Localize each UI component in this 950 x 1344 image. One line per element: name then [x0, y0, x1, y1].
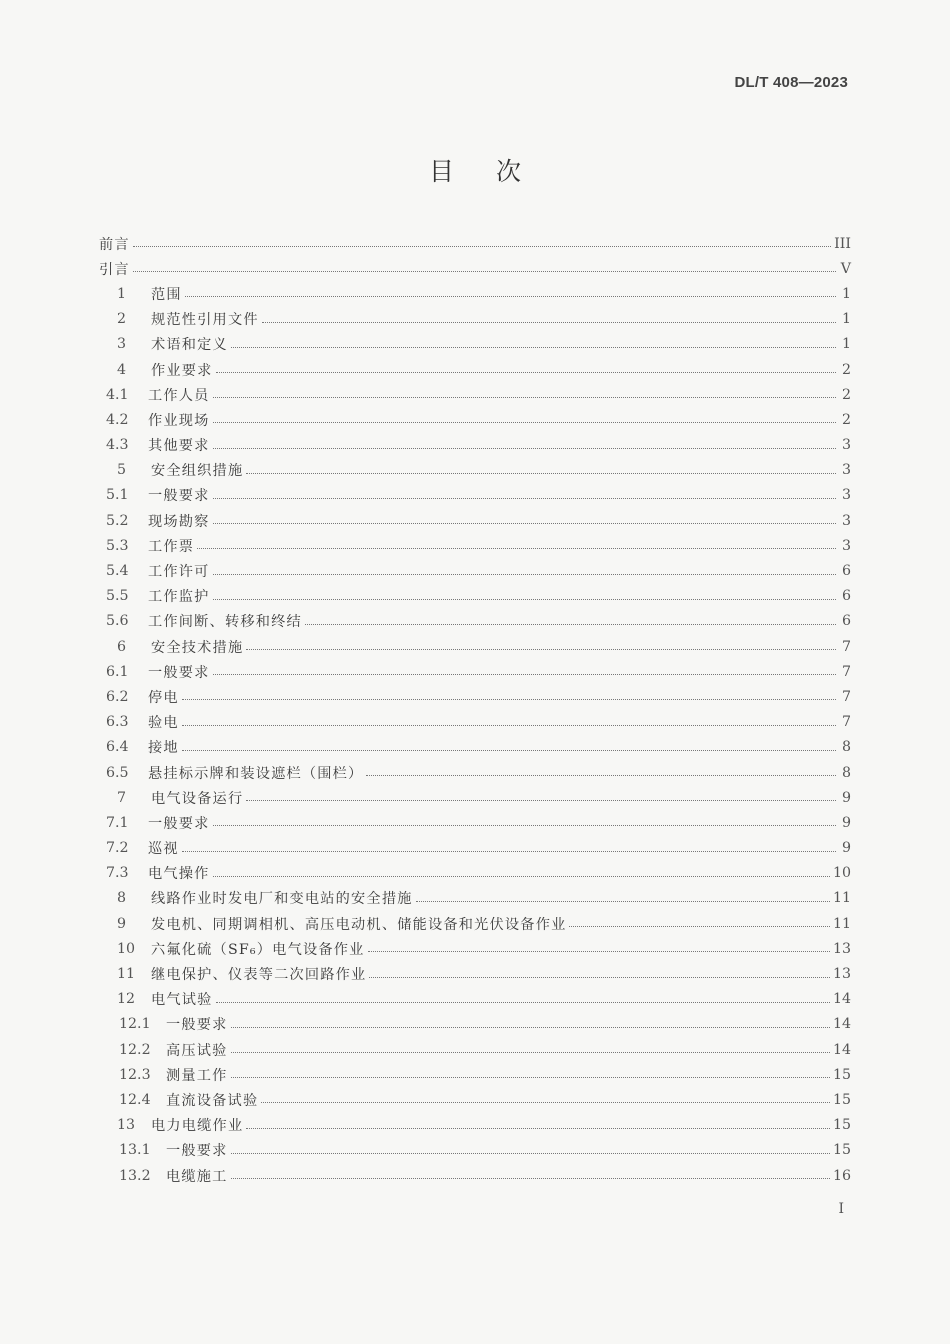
toc-dot-leader — [213, 876, 830, 877]
toc-dot-leader — [182, 699, 836, 700]
toc-dot-leader — [246, 649, 836, 650]
toc-entry-label: 悬挂标示牌和装设遮栏（围栏） — [148, 765, 364, 782]
toc-entry[interactable] — [99, 231, 851, 256]
toc-entry-number: 4.1 — [106, 386, 129, 403]
toc-dot-leader — [213, 422, 836, 423]
toc-entry[interactable] — [99, 407, 851, 432]
toc-entry-number: 4.3 — [106, 437, 129, 454]
toc-entry-label: 安全技术措施 — [151, 639, 244, 656]
toc-entry-number: 6.2 — [106, 688, 129, 705]
toc-entry-label: 工作监护 — [148, 589, 210, 606]
toc-entry-number: 5 — [117, 462, 127, 479]
toc-dot-leader — [305, 624, 836, 625]
toc-entry-page: 16 — [832, 1167, 851, 1184]
toc-entry-page: 1 — [841, 336, 851, 353]
toc-entry-label: 继电保护、仪表等二次回路作业 — [151, 967, 367, 984]
toc-entry[interactable] — [99, 961, 851, 986]
toc-entry[interactable] — [99, 609, 851, 634]
toc-entry-label: 直流设备试验 — [166, 1092, 259, 1109]
toc-dot-leader — [133, 271, 836, 272]
toc-entry-number: 1 — [117, 285, 127, 302]
toc-dot-leader — [182, 725, 836, 726]
toc-dot-leader — [231, 1178, 830, 1179]
toc-dot-leader — [185, 296, 836, 297]
toc-entry[interactable] — [99, 810, 851, 835]
toc-entry-page: 15 — [832, 1142, 851, 1159]
toc-dot-leader — [213, 498, 836, 499]
toc-entry-page: 3 — [841, 437, 851, 454]
toc-entry-number: 12.1 — [119, 1016, 151, 1033]
toc-entry[interactable] — [99, 433, 851, 458]
toc-entry-page: 13 — [832, 940, 851, 957]
toc-entry-number: 5.2 — [106, 512, 129, 529]
toc-dot-leader — [366, 775, 836, 776]
toc-entry-label: 电气试验 — [151, 992, 213, 1009]
toc-entry[interactable] — [99, 735, 851, 760]
toc-entry-label: 电力电缆作业 — [151, 1118, 244, 1135]
toc-dot-leader — [213, 448, 836, 449]
toc-entry-number: 7.3 — [106, 865, 129, 882]
toc-entry-page: 10 — [832, 865, 851, 882]
toc-entry-label: 规范性引用文件 — [151, 312, 259, 329]
toc-entry[interactable] — [99, 836, 851, 861]
toc-entry-page: 8 — [841, 739, 851, 756]
toc-entry-page: 1 — [841, 311, 851, 328]
toc-entry-page: 2 — [841, 411, 851, 428]
toc-entry-label: 工作人员 — [148, 387, 210, 404]
toc-dot-leader — [213, 523, 836, 524]
toc-entry[interactable] — [99, 256, 851, 281]
toc-entry-number: 3 — [117, 336, 127, 353]
toc-dot-leader — [231, 347, 836, 348]
page-title: 目次 — [428, 157, 563, 186]
toc-entry-number: 4 — [117, 361, 127, 378]
toc-entry[interactable] — [99, 533, 851, 558]
toc-entry[interactable] — [99, 1163, 851, 1188]
toc-dot-leader — [216, 1002, 830, 1003]
toc-entry-number: 5.6 — [106, 613, 129, 630]
toc-entry[interactable] — [99, 1037, 851, 1062]
toc-entry-label: 接地 — [148, 740, 179, 757]
toc-entry-page: 9 — [841, 814, 851, 831]
toc-entry-page: 13 — [832, 966, 851, 983]
toc-dot-leader — [246, 473, 836, 474]
toc-entry-label: 电气设备运行 — [151, 790, 244, 807]
toc-entry[interactable] — [99, 684, 851, 709]
toc-entry-page: III — [834, 235, 851, 252]
toc-entry-number: 6.1 — [106, 663, 129, 680]
toc-dot-leader — [216, 372, 836, 373]
toc-entry-label: 验电 — [148, 715, 179, 732]
toc-entry-page: 11 — [832, 915, 851, 932]
toc-entry-page: 1 — [841, 285, 851, 302]
toc-entry[interactable] — [99, 508, 851, 533]
toc-entry-label: 其他要求 — [148, 438, 210, 455]
toc-dot-leader — [213, 599, 836, 600]
toc-entry-number: 5.3 — [106, 537, 129, 554]
toc-entry[interactable] — [99, 1012, 851, 1037]
toc-entry-page: V — [840, 260, 851, 277]
toc-entry-number: 6 — [117, 638, 127, 655]
toc-entry-page: 3 — [841, 537, 851, 554]
toc-entry-number: 12 — [117, 991, 136, 1008]
toc-entry-label: 测量工作 — [166, 1067, 228, 1084]
toc-entry[interactable] — [99, 1062, 851, 1087]
toc-entry-page: 15 — [832, 1066, 851, 1083]
toc-entry-label: 一般要求 — [148, 488, 210, 505]
toc-entry-label: 停电 — [148, 689, 179, 706]
toc-dot-leader — [213, 674, 836, 675]
toc-dot-leader — [368, 951, 830, 952]
toc-entry-number: 5.4 — [106, 563, 129, 580]
toc-entry-label: 一般要求 — [166, 1017, 228, 1034]
toc-entry-label: 术语和定义 — [151, 337, 228, 354]
toc-entry-label: 工作许可 — [148, 564, 210, 581]
toc-entry-page: 7 — [841, 714, 851, 731]
toc-dot-leader — [262, 322, 836, 323]
toc-entry-label: 引言 — [99, 261, 130, 278]
toc-dot-leader — [213, 397, 836, 398]
toc-entry-number: 7.1 — [106, 814, 129, 831]
toc-entry-page: 6 — [841, 613, 851, 630]
toc-dot-leader — [231, 1052, 830, 1053]
toc-entry-label: 电缆施工 — [166, 1168, 228, 1185]
toc-entry-number: 13.2 — [119, 1167, 151, 1184]
toc-entry-page: 14 — [832, 991, 851, 1008]
toc-dot-leader — [261, 1102, 830, 1103]
toc-entry-label: 工作票 — [148, 538, 195, 555]
toc-entry-label: 作业要求 — [151, 362, 213, 379]
toc-entry-number: 5.5 — [106, 588, 129, 605]
toc-entry[interactable] — [99, 584, 851, 609]
toc-entry-label: 前言 — [99, 236, 130, 253]
toc-entry-number: 11 — [117, 966, 136, 983]
toc-entry[interactable] — [99, 760, 851, 785]
toc-entry-label: 电气操作 — [148, 866, 210, 883]
toc-entry-label: 作业现场 — [148, 412, 210, 429]
toc-dot-leader — [569, 926, 829, 927]
toc-entry-number: 7 — [117, 789, 127, 806]
toc-entry[interactable] — [99, 1087, 851, 1112]
toc-entry-label: 六氟化硫（SF₆）电气设备作业 — [151, 941, 365, 958]
toc-entry-page: 2 — [841, 361, 851, 378]
toc-entry-number: 10 — [117, 940, 136, 957]
toc-entry-page: 14 — [832, 1041, 851, 1058]
toc-entry-page: 14 — [832, 1016, 851, 1033]
toc-entry-page: 3 — [841, 487, 851, 504]
toc-dot-leader — [213, 574, 836, 575]
toc-entry-number: 4.2 — [106, 411, 129, 428]
toc-entry[interactable] — [99, 886, 851, 911]
toc-entry[interactable] — [99, 281, 851, 306]
toc-entry-number: 8 — [117, 890, 127, 907]
toc-dot-leader — [231, 1153, 830, 1154]
toc-entry[interactable] — [99, 558, 851, 583]
toc-entry-number: 6.5 — [106, 764, 129, 781]
toc-dot-leader — [197, 548, 836, 549]
toc-entry[interactable] — [99, 307, 851, 332]
toc-entry-number: 6.4 — [106, 739, 129, 756]
toc-entry-number: 9 — [117, 915, 127, 932]
toc-entry-page: 6 — [841, 588, 851, 605]
toc-entry-number: 13.1 — [119, 1142, 151, 1159]
toc-dot-leader — [231, 1077, 830, 1078]
document-code: DL/T 408—2023 — [734, 74, 848, 91]
toc-entry[interactable] — [99, 332, 851, 357]
toc-entry-number: 2 — [117, 311, 127, 328]
toc-dot-leader — [182, 851, 836, 852]
page-number: I — [838, 1201, 844, 1217]
toc-entry-number: 7.2 — [106, 840, 129, 857]
toc-entry[interactable] — [99, 987, 851, 1012]
toc-dot-leader — [213, 825, 836, 826]
toc-entry[interactable] — [99, 659, 851, 684]
toc-entry-page: 15 — [832, 1091, 851, 1108]
toc-dot-leader — [231, 1027, 830, 1028]
toc-dot-leader — [369, 977, 830, 978]
toc-entry-page: 6 — [841, 563, 851, 580]
toc-entry[interactable] — [99, 936, 851, 961]
toc-entry-label: 一般要求 — [166, 1143, 228, 1160]
toc-entry-label: 线路作业时发电厂和变电站的安全措施 — [151, 891, 413, 908]
toc-entry-page: 7 — [841, 688, 851, 705]
toc-entry-number: 12.2 — [119, 1041, 151, 1058]
toc-entry-label: 巡视 — [148, 841, 179, 858]
toc-entry-number: 12.3 — [119, 1066, 151, 1083]
toc-entry-page: 11 — [832, 890, 851, 907]
toc-entry-label: 一般要求 — [148, 664, 210, 681]
toc-entry-label: 安全组织措施 — [151, 463, 244, 480]
toc-entry-page: 7 — [841, 663, 851, 680]
toc-entry-label: 高压试验 — [166, 1042, 228, 1059]
toc-entry[interactable] — [99, 1113, 851, 1138]
toc-entry[interactable] — [99, 911, 851, 936]
toc-entry[interactable] — [99, 634, 851, 659]
toc-entry-page: 3 — [841, 512, 851, 529]
toc-entry[interactable] — [99, 1138, 851, 1163]
toc-entry-page: 2 — [841, 386, 851, 403]
toc-entry[interactable] — [99, 710, 851, 735]
toc-entry-page: 3 — [841, 462, 851, 479]
toc-entry-page: 9 — [841, 789, 851, 806]
toc-entry-label: 发电机、同期调相机、高压电动机、储能设备和光伏设备作业 — [151, 916, 567, 933]
toc-dot-leader — [416, 901, 830, 902]
toc-dot-leader — [246, 800, 836, 801]
toc-entry-page: 8 — [841, 764, 851, 781]
toc-dot-leader — [182, 750, 836, 751]
toc-entry[interactable] — [99, 357, 851, 382]
toc-entry-page: 15 — [832, 1117, 851, 1134]
toc-dot-leader — [246, 1128, 830, 1129]
toc-dot-leader — [133, 246, 831, 247]
toc-entry[interactable] — [99, 483, 851, 508]
toc-entry[interactable] — [99, 382, 851, 407]
toc-entry-number: 12.4 — [119, 1091, 151, 1108]
toc-entry-label: 工作间断、转移和终结 — [148, 614, 302, 631]
toc-entry-page: 9 — [841, 840, 851, 857]
toc-entry-number: 13 — [117, 1117, 136, 1134]
toc-entry-page: 7 — [841, 638, 851, 655]
toc-entry[interactable] — [99, 785, 851, 810]
toc-entry-label: 范围 — [151, 286, 182, 303]
toc-entry-number: 6.3 — [106, 714, 129, 731]
toc-entry[interactable] — [99, 861, 851, 886]
table-of-contents — [99, 231, 851, 1188]
toc-entry[interactable] — [99, 458, 851, 483]
toc-entry-label: 现场勘察 — [148, 513, 210, 530]
toc-entry-number: 5.1 — [106, 487, 129, 504]
toc-entry-label: 一般要求 — [148, 815, 210, 832]
